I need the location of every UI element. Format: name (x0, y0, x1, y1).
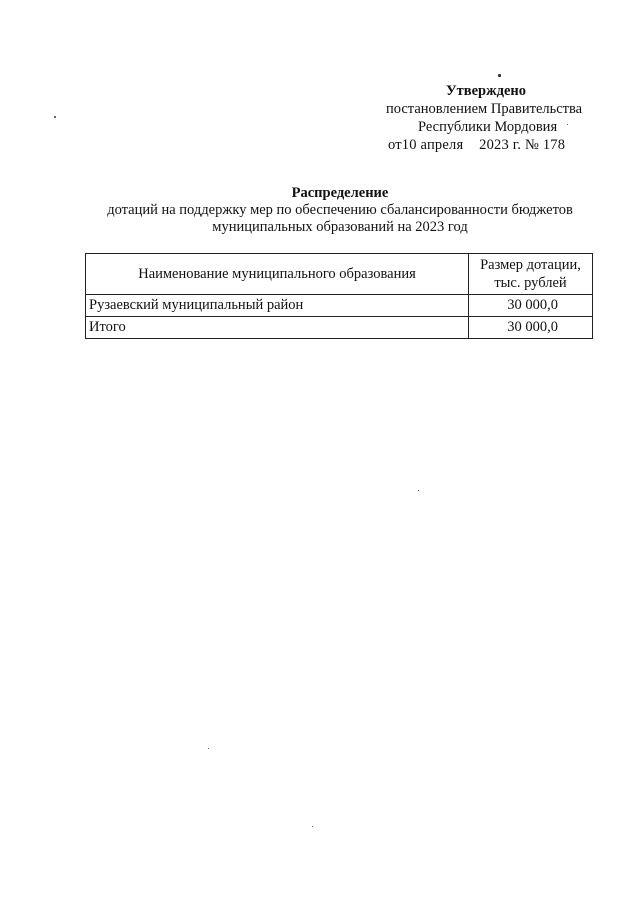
table-header-row (86, 254, 593, 295)
distribution-table (85, 253, 593, 339)
date-month: апреля (420, 137, 464, 153)
scan-speck (567, 124, 568, 125)
resolution-number: 178 (542, 137, 566, 153)
scan-speck (208, 748, 209, 749)
date-year: 2023 г. (479, 137, 522, 153)
scan-speck (498, 74, 501, 77)
total-label: Итого (86, 317, 469, 339)
document-heading (40, 185, 640, 236)
total-amount: 30 000,0 (469, 317, 593, 339)
approval-republic: Республики Мордовия (418, 119, 558, 135)
header-municipality: Наименование муниципального образования (86, 254, 469, 295)
header-amount-line1: Размер дотации, (480, 257, 581, 273)
approval-title: Утверждено (446, 83, 526, 99)
approval-resolution: постановлением Правительства (386, 101, 583, 117)
approval-date-line (380, 136, 610, 154)
scan-speck (312, 826, 313, 827)
row-amount: 30 000,0 (469, 295, 593, 317)
date-prefix: от (388, 137, 402, 153)
scan-speck (418, 490, 419, 491)
document-subtitle-2: муниципальных образований на 2023 год (212, 219, 468, 235)
row-municipality: Рузаевский муниципальный район (86, 295, 469, 317)
header-amount-line2: тыс. рублей (494, 275, 567, 291)
approval-block (380, 82, 610, 154)
header-amount (469, 254, 593, 295)
date-day: 10 (401, 137, 417, 153)
table-row (86, 295, 593, 317)
table-total-row (86, 317, 593, 339)
scan-speck (54, 116, 56, 118)
document-subtitle-1: дотаций на поддержку мер по обеспечению сбалансированности бюджетов (107, 202, 573, 218)
document-title: Распределение (291, 185, 389, 201)
number-sign: № (524, 137, 539, 153)
